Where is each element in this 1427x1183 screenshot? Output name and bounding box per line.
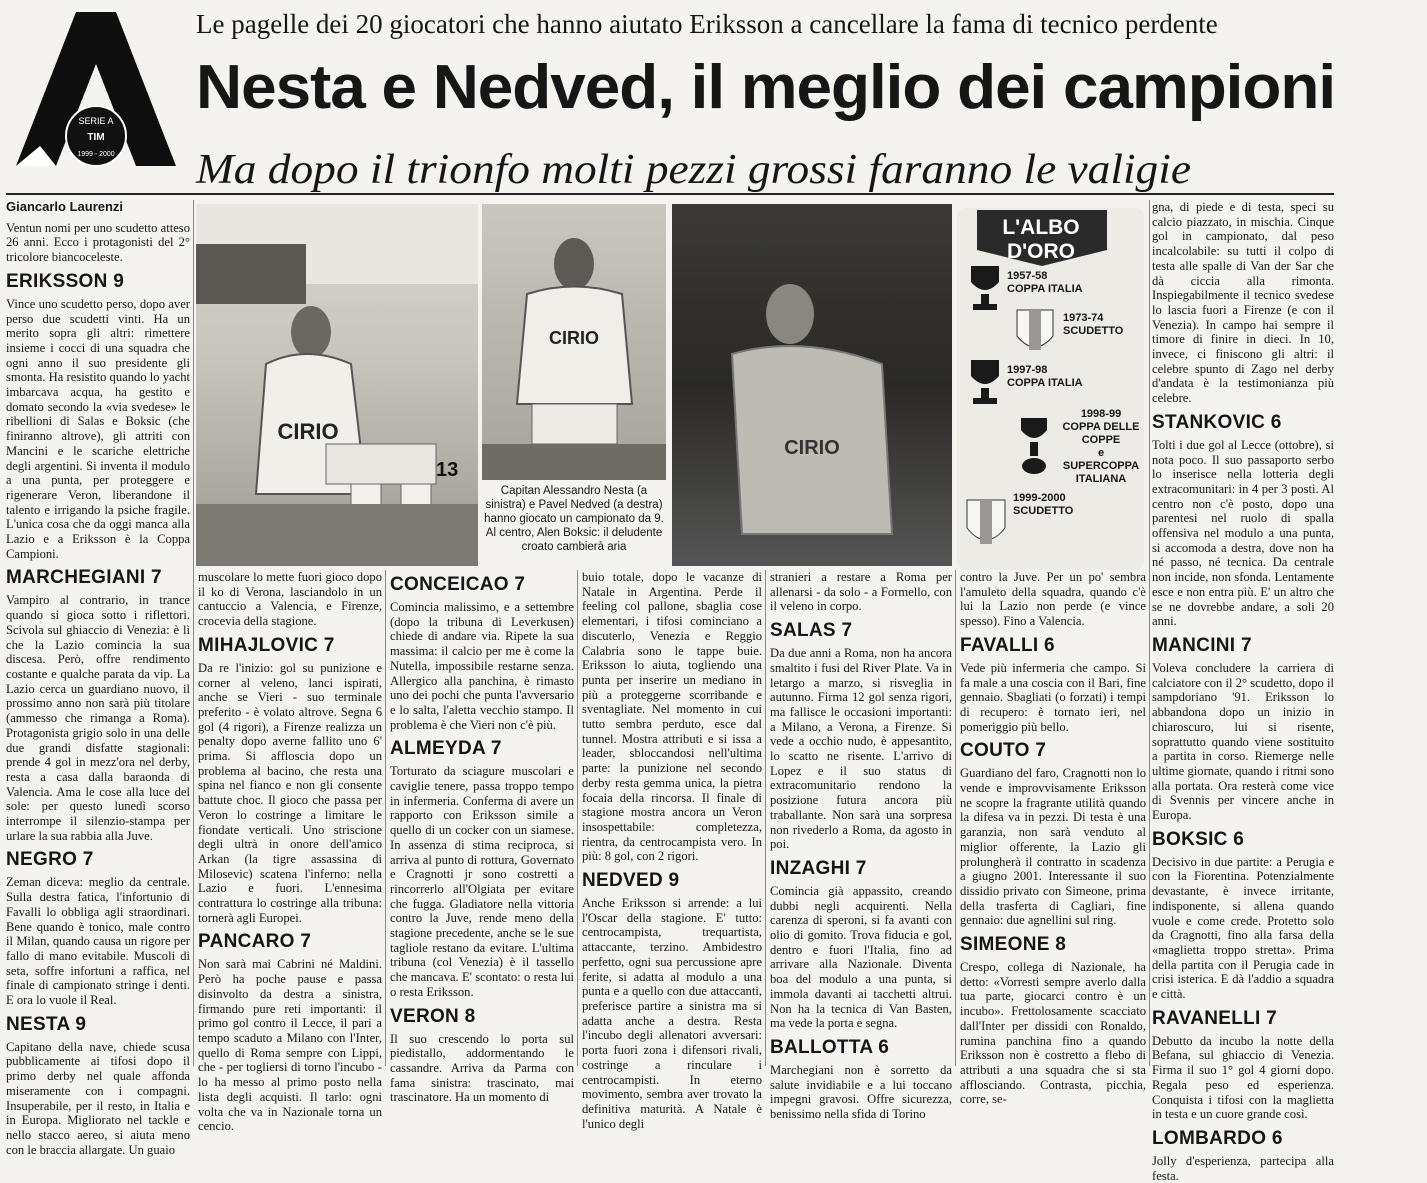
rating-text: stranieri a restare a Roma per allenarsi - da solo - a Formello, con il veleno in corpo. — [770, 570, 952, 614]
rating-text: Decisivo in due partite: a Perugia e con la Fiorentina. Potenzialmente devastante, è invece irritante, indisponente, si allena quando vuole e come crede. Protetto solo da Cragnotti, fino alla farsa della «maglietta troppo stretta». Prima della partita con il Perugia cade in crisi isterica. E dà l'addio a squadra e città. — [1152, 854, 1334, 1002]
albo-title-text: COPPA ITALIA — [1007, 377, 1083, 389]
rating-text: Vampiro al contrario, in trance quando si gioca sotto i riflettori. Scivola sul ghiaccio di Venezia: è lì che la Lazio comincia la sua discesa. Però, offre rendimento costante e qualche parata da vip. La Lazio cerca un guardiano nuovo, il prossimo anno non sarà più titolare (ammesso che rimanga a Roma). Protagonista grigio solo in una delle due grandi disfatte stagionali: prende 4 gol in mezz'ora nel derby, resta a casa dalla baraonda di Valencia. Ama le cose alla luce del sole: per questo lunedì scorso interrompe il silenzio-stampa per urlare la sua rabbia alla Juve. — [6, 593, 190, 843]
rating-text: Zeman diceva: meglio da centrale. Sulla destra fatica, l'infortunio di Favalli lo obbliga agli straordinari. Bene quando è tonico, male contro il Milan, quando causa un rigore per fallo di mano evitabile. Muscoli di seta, soffre infortuni a raffica, nel finale di campionato stringe i denti. E ora lo vuole il Real. — [6, 875, 190, 1008]
rating-text: Il suo crescendo lo porta sul piedistallo, addormentando le cassandre. Arriva da Parma con fama sinistra: trascinato, mai trascinatore. Ha un momento di — [390, 1031, 574, 1105]
rating-text: muscolare lo mette fuori gioco dopo il ko di Verona, lasciandolo in un cantuccio a Valencia, e Firenze, crocevia della stagione. — [198, 570, 382, 629]
albo-year: 1957-58 — [1007, 270, 1048, 282]
albo-year: 1999-2000 — [1013, 492, 1066, 504]
photo-caption: Capitan Alessandro Nesta (a sinistra) e Pavel Nedved (a destra) hanno giocato un campionato da 9. Al centro, Alen Boksic: il deludente croato cambierà aria — [484, 485, 664, 553]
rating-heading: SIMEONE 8 — [960, 934, 1067, 956]
rating-text: contro la Juve. Per un po' sembra l'amuleto della squadra, quando c'è lui la Lazio non perde (e vince spesso). Fino a Valencia. — [960, 570, 1146, 629]
rating-heading: COUTO 7 — [960, 740, 1047, 762]
rating-heading: PANCARO 7 — [198, 931, 312, 953]
column-divider — [193, 200, 194, 1066]
rating-text: Debutto da incubo la notte della Befana, sul ghiaccio di Venezia. Firma il suo 1° gol 4 giorni dopo. Regala peso ed esperienza. Conquista i tifosi con la maglietta in testa e un cuore grande così. — [1152, 1033, 1334, 1122]
rating-text: Comincia già appassito, creando dubbi negli acquirenti. Nella carenza di speroni, si fa avanti con olio di gomito. Trova fiducia e gol, dentro e fuori l'Italia, fino ad arrivare alla Nazionale. Diventa boa del modulo a una punta, si immola davanti ai tacchetti altrui. Non ha la tecnica di Van Basten, ma vede la porta e segna. — [770, 883, 952, 1031]
shirt-sponsor: CIRIO — [277, 419, 339, 444]
albo-year: 1997-98 — [1007, 364, 1048, 376]
rating-heading: BOKSIC 6 — [1152, 828, 1245, 850]
rating-heading: ERIKSSON 9 — [6, 270, 125, 292]
shirt-sponsor: CIRIO — [548, 328, 600, 348]
rating-heading: LOMBARDO 6 — [1152, 1127, 1283, 1149]
albo-entry — [1007, 270, 1127, 296]
logo-label-years: 1999 - 2000 — [77, 151, 115, 158]
logo-label-serie-a: SERIE A — [78, 116, 114, 126]
rating-heading: FAVALLI 6 — [960, 634, 1055, 656]
column-5 — [770, 570, 952, 1122]
rating-text: Da due anni a Roma, non ha ancora smaltito i fusi del River Plate. Va in letargo a marzo, si risveglia in autunno. Firma 12 gol senza rigori, ma fallisce le occasioni importanti: a Milano, a Verona, a Firenze. Si vede a occhio nudo, è appesantito, lo scatto ne risente. L'arrivo di Lopez e il suo status di extracomunitario rendono la posizione futura ancora più traballante. Non sarà una sorpresa non rivederlo a Roma, da agosto in poi. — [770, 646, 952, 852]
scudetto-icon — [965, 498, 1007, 552]
rating-text: Capitano della nave, chiede scusa pubblicamente ai tifosi dopo il primo derby nel quale affonda miseramente con i compagni. Insuperabile, per il resto, in Italia e in Europa. Migliorato nel tackle e nello stacco aereo, si aiuta meno con le braccia allargate. Un guaio — [6, 1039, 190, 1157]
rating-heading: INZAGHI 7 — [770, 857, 867, 879]
rating-text: Non sarà mai Cabrini né Maldini. Però ha poche pause e passa disinvolto da destra a sinistra, firmando pure reti importanti: il primo gol contro il Lecce, il pari a tempo scaduto a Milano con l'Inter, quello di Roma sempre con Lippi, che - per togliersi di torno l'incubo - lo ha messo al primo posto nella lista degli acquisti. Il tarlo: ogni volta che va in Nazionale torna un cencio. — [198, 957, 382, 1134]
albo-entry — [1007, 364, 1127, 390]
rating-heading: ALMEYDA 7 — [390, 738, 502, 760]
rating-heading: NESTA 9 — [6, 1013, 87, 1035]
headline: Nesta e Nedved, il meglio dei campioni — [196, 53, 1336, 122]
albo-year: 1998-99 — [1080, 408, 1122, 420]
albo-title-text: SUPERCOPPA ITALIANA — [1062, 460, 1140, 485]
rating-text: Crespo, collega di Nazionale, ha detto: «Vorresti sempre averlo dalla tua parte, giocarci contro è un incubo». Frettolosamente scacciato dall'Inter per dissidi con Ronaldo, rumina panchina fino a quando Eriksson non è costretto a flebo di attributi a una squadra che si sta afflosciando. Contrasta, picchia, corre, se- — [960, 960, 1146, 1107]
rating-text: gna, di piede e di testa, speci su calcio piazzato, in mischia. Cinque gol in campionato, dal peso incalcolabile: su tutti il colpo di testa alle spalle di Van der Sar che dà ciccia alla rimonta. Inspiegabilmente il tecnico svedese lo lascia fuori a Firenze (e con il Venezia). In campo hai sempre il timore di finire in dieci. In 10, invece, ci finiscono gli altri: il celebre spunto di Zago nel derby d'andata è la testimonianza più celebre. — [1152, 200, 1334, 406]
trophy-icon — [963, 264, 1007, 312]
column-4 — [582, 570, 762, 1131]
albo-title-text: SCUDETTO — [1013, 505, 1074, 517]
rating-text: Guardiano del faro, Cragnotti non lo vende e improvvisamente Eriksson ne scopre la fragrante utilità quando la difesa va in pezzi. Di testa è una garanzia, non sarà venduto al miglior offerente, la Lazio gli prolungherà il contratto in scadenza a giugno 2001. Interessante il suo dissidio privato con Simeone, prima della trasferta di Cagliari, fine gennaio: due agnellini sul ring. — [960, 766, 1146, 928]
column-divider — [1149, 200, 1150, 1066]
rating-heading: RAVANELLI 7 — [1152, 1007, 1278, 1029]
rating-text: Marchegiani non è sorretto da salute invidiabile e a lui toccano impegni gravosi. Offre sicurezza, benissimo nella sfida di Torino — [770, 1062, 952, 1122]
albo-entry — [1059, 408, 1143, 486]
albo-title — [981, 216, 1101, 264]
rating-heading: BALLOTTA 6 — [770, 1036, 890, 1058]
photo-boksic — [672, 204, 952, 566]
column-7 — [1152, 200, 1334, 1183]
albo-year: 1973-74 — [1063, 312, 1104, 324]
cup-icon — [1017, 416, 1051, 478]
rating-heading: MARCHEGIANI 7 — [6, 567, 162, 589]
rating-heading: VERON 8 — [390, 1005, 476, 1027]
kicker: Le pagelle dei 20 giocatori che hanno aiutato Eriksson a cancellare la fama di tecnico perdente — [196, 9, 1218, 39]
rating-text: Comincia malissimo, e a settembre (dopo la tribuna di Leverkusen) chiede di andare via. Ripete la sua massima: il calcio per me è come la Nutella, impossibile restarne senza. Allergico alla panchina, è rimasto uno dei pochi che punta l'avversario e lo salta, l'aletta vecchio stampo. Il problema è che Vieri non c'è più. — [390, 600, 574, 732]
rating-text: Torturato da sciagure muscolari e caviglie tenere, passa troppo tempo in infermeria. Conferma di avere un rapporto con Eriksson simile a quello di un cocker con un siamese. In assenza di stima reciproca, si arriva al punto di rottura, Governato e Cragnotti jr sono costretti a rincorrerlo all'Olgiata per evitare che fugga. Gladiatore nella vittoria contro la Juve, rende meno della stagione precedente, anche se le sue tagliole restano da evitare. L'ultima tribuna (col Venezia) è il tassello che mancava. E' scontato: o resta lui o resta Eriksson. — [390, 764, 574, 999]
intro-text: Ventun nomi per uno scudetto atteso 26 anni. Ecco i protagonisti del 2° tricolore biancoceleste. — [6, 220, 190, 265]
shirt-sponsor: CIRIO — [784, 437, 840, 459]
serie-a-logo — [6, 6, 186, 176]
column-divider — [385, 570, 386, 1066]
subhead: Ma dopo il trionfo molti pezzi grossi faranno le valigie — [196, 147, 1191, 193]
rating-text: Vede più infermeria che campo. Si fa male a una coscia con il Bari, fine gennaio. Sbagliati (o forzati) i tempi di recupero: è tornato ieri, nel pomeriggio più bello. — [960, 660, 1146, 734]
column-divider — [955, 570, 956, 1066]
shirt-number: 13 — [436, 459, 459, 481]
column-3 — [390, 568, 574, 1105]
rating-text: Anche Eriksson si arrende: a lui l'Oscar della stagione. E' tutto: centrocampista, trequartista, attaccante, terzino. Ambidestro perfetto, ogni sua percussione apre ferite, si adatta al modulo a una punta e a quello con due attaccanti, preferisce partire a sinistra ma si adatta anche a destra. Resta l'incubo degli allenatori avversari: porta fuori zona i difensori rivali, costringe a rinculare i centrocampisti. In eterno movimento, sembra aver trovato la definitiva maturità. A Natale è l'unico degli — [582, 896, 762, 1131]
rating-text: Voleva concludere la carriera di calciatore con il 2° scudetto, dopo il sampdoriano '91. Eriksson lo abbandona dopo un inizio in chiaroscuro, lui si risente, soprattutto quando viene sostituito a partita in corso. Riemerge nelle ultime giornate, quando i ritmi sono alla portata. Ora resterà come vice di Svennis per vincere anche in Europa. — [1152, 660, 1334, 823]
albo-doro-box — [957, 208, 1144, 570]
column-6 — [960, 570, 1146, 1107]
rating-heading: SALAS 7 — [770, 620, 853, 642]
rating-heading: MANCINI 7 — [1152, 634, 1252, 656]
header-rule — [6, 193, 1334, 195]
column-2 — [198, 570, 382, 1134]
albo-title-line1: L'ALBO — [1002, 216, 1080, 239]
column-divider — [765, 570, 766, 1066]
rating-text: Da re l'inizio: gol su punizione e corner al veleno, lanci ispirati, anche se Vieri - suo terminale preferito - è volato altrove. Segna 6 gol (4 rigori), a Firenze realizza un penalty dopo averne fallito uno 6' prima. Si affloscia dopo un problema al bacino, che resta una spina nel fianco e non gli consente battute choc. Il gioco che passa per Veron lo costringe a limitare le fiondate verticali. Uno striscione degli ultrà in onore dell'amico Arkan (la tigre assassina di Milosevic) scatena l'inferno: nella Lazio e fuori. L'ennesima contrattura lo costringe alla tribuna: tornerà agli Europei. — [198, 660, 382, 925]
photo-nedved — [482, 204, 666, 480]
column-1 — [6, 199, 190, 1157]
albo-title-text: SCUDETTO — [1063, 325, 1124, 337]
albo-entry — [1063, 312, 1143, 338]
scudetto-icon — [1015, 308, 1055, 358]
rating-heading: NEDVED 9 — [582, 870, 680, 892]
logo-label-tim: TIM — [87, 132, 105, 143]
author-byline: Giancarlo Laurenzi — [6, 199, 124, 214]
column-divider — [577, 570, 578, 1066]
trophy-icon — [963, 358, 1007, 406]
rating-text: Vince uno scudetto perso, dopo aver perso due scudetti vinti. Ha un merito sopra gli altri: rimettere insieme i cocci di una squadra che ogni anno il suo presidente gli smonta. Ha resistito quando lo yacht imbarcava acqua, ha gestito e domato secondo la «via svedese» le ribellioni di Salas e Boksic (che finiranno altrove), gli attriti con Mancini e le scariche elettriche degli argentini. Si inventa il modulo a una punta, per proteggere e rigenerare Veron, liberandone il talento e irrigando la psiche fragile. L'unica cosa che da oggi manca alla Lazio e a Eriksson è la Coppa Campioni. — [6, 296, 190, 561]
albo-entry — [1013, 492, 1133, 518]
rating-heading: STANKOVIC 6 — [1152, 411, 1282, 433]
albo-title-text: COPPA DELLE COPPE — [1062, 421, 1140, 446]
albo-title-text: COPPA ITALIA — [1007, 283, 1083, 295]
rating-text: buio totale, dopo le vacanze di Natale in Argentina. Perde il feeling col pallone, sbaglia cose elementari, i tifosi cominciano a discuterlo, Venezia e Reggio Calabria sono le tappe buie. Eriksson lo aiuta, togliendo una punta per inserire un mediano in più a proteggerne scorribande e sventagliate. Nel momento in cui tutto sembra perduto, esce dal tunnel. Mostra attributi e si issa a leader, sbloccandosi nell'ultima parte: la punizione nel secondo derby resta gemma unica, la pietra focaia della rincorsa. Il finale di stagione mostra ancora un Veron insospettabile: completezza, rientra, da centrocampista vero. In più: 8 gol, con 2 rigori. — [582, 570, 762, 864]
albo-year: e — [1097, 447, 1105, 459]
rating-text: Tolti i due gol al Lecce (ottobre), si nota poco. Il suo passaporto serbo lo inserisce nella lotteria degli extracomunitari: in 4 per 3 posti. Al centro non c'è posto, dopo una parentesi nel ruolo di spalla offensiva nel modulo a una punta, si accomoda a destra, dove non ha né passo, né tecnica. Da centrale non incide, non sfonda. Lentamente esce e non entra più. E' un altro che se ne dovrebbe andare, a soli 20 anni. — [1152, 437, 1334, 629]
rating-heading: CONCEICAO 7 — [390, 574, 526, 595]
rating-text: Jolly d'esperienza, partecipa alla festa. — [1152, 1153, 1334, 1183]
photo-nesta — [196, 204, 478, 566]
albo-title-line2: D'ORO — [1007, 240, 1075, 263]
rating-heading: NEGRO 7 — [6, 849, 94, 871]
rating-heading: MIHAJLOVIC 7 — [198, 634, 335, 656]
